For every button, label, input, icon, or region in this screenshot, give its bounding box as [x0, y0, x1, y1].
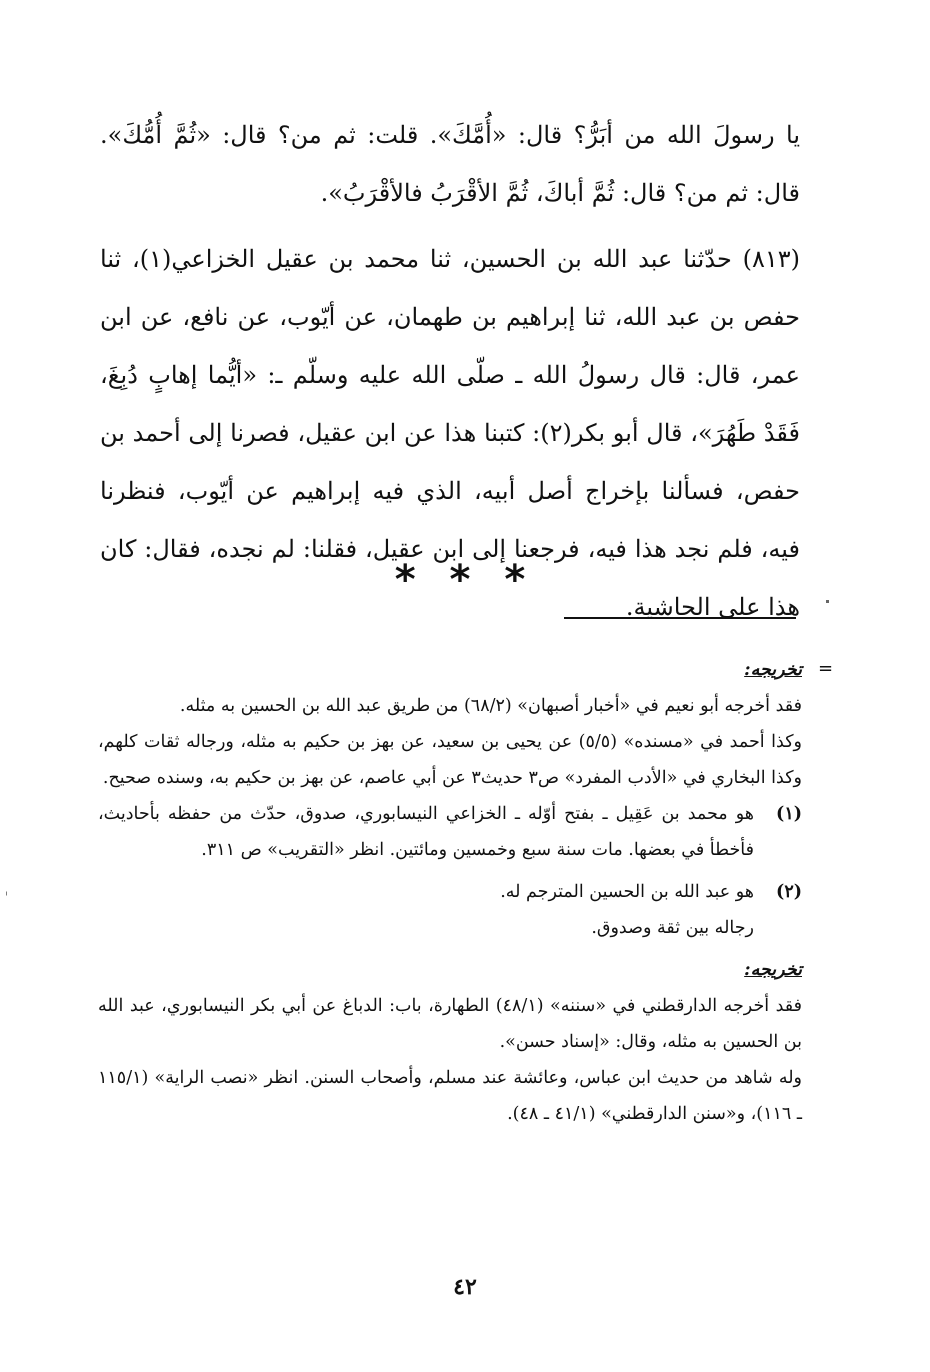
margin-dot	[826, 600, 829, 603]
footnote-1	[98, 796, 802, 868]
footnote-rule	[564, 617, 796, 619]
takhrij-1-para-1: فقد أخرجه أبو نعيم في «أخبار أصبهان» (٦٨/٢) من طريق عبد الله بن الحسين به مثله.	[179, 696, 802, 716]
takhrij-heading-1: تخريجه:	[744, 660, 802, 680]
page-number: ٤٢	[453, 1274, 477, 1300]
footnote-1-text: هو محمد بن عَقِيل ـ بفتح أوّله ـ الخزاعي النيسابوري، صدوق، حدّث من حفظه بأحاديث، فأخطأ في بعضها. مات سنة سبع وخمسين ومائتين. انظر «التقريب» ص ٣١١.	[98, 804, 754, 860]
rijal-text: رجاله بين ثقة وصدوق.	[591, 918, 754, 938]
section-separator: * * *	[394, 557, 536, 603]
takhrij-heading-2: تخريجه:	[744, 960, 802, 980]
footnote-1-number: (١)	[776, 804, 802, 824]
footnote-2-number: (٢)	[776, 882, 802, 902]
rijal-line	[98, 910, 802, 946]
takhrij-1-para-2: وكذا أحمد في «مسنده» (٥/٥) عن يحيى بن سعيد، عن بهز بن حكيم به مثله، ورجاله ثقات كلهم، وكذا البخاري في «الأدب المفرد» ص٣ حديث٣ عن أبي عاصم، عن بهز بن حكيم به، وسنده صحيح.	[98, 732, 802, 788]
footnote-2-text: هو عبد الله بن الحسين المترجم له.	[500, 882, 754, 902]
footnotes	[98, 652, 802, 1132]
hadith-continuation: يا رسولَ الله من أبَرُّ؟ قال: «أُمَّكَ». قلت: ثم من؟ قال: «ثُمَّ أُمُّكَ». قال: ثم من؟ قال: ثُمَّ أباكَ، ثُمَّ الأقْرَبُ فالأقْرَبُ».	[100, 121, 800, 207]
hadith-813: (٨١٣) حدّثنا عبد الله بن الحسين، ثنا محمد بن عقيل الخزاعي(١)، ثنا حفص بن عبد الله، ثنا إبراهيم بن طهمان، عن أيّوب، عن نافع، عن ابن عمر، قال: قال رسولُ الله ـ صلّى الله عليه وسلّم ـ: «أيُّما إهابٍ دُبِغَ، فَقَدْ طَهُرَ»، قال أبو بكر(٢): كتبنا هذا عن ابن عقيل، فصرنا إلى أحمد بن حفص، فسألنا بإخراج أصل أبيه، الذي فيه إبراهيم عن أيّوب، فنظرنا فيه، فلم نجد هذا فيه، فرجعنا إلى ابن عقيل، فقلنا: لم نجده، فقال: كان هذا على الحاشية.	[100, 245, 800, 621]
footnote-2	[98, 874, 802, 910]
takhrij-2-para-2: وله شاهد من حديث ابن عباس، وعائشة عند مسلم، وأصحاب السنن. انظر «نصب الراية» (١١٥/١ ـ ١١٦)، و«سنن الدارقطني» (٤١/١ ـ ٤٨).	[98, 1068, 802, 1124]
continuation-mark: =	[818, 658, 834, 679]
takhrij-2-para-1: فقد أخرجه الدارقطني في «سننه» (٤٨/١) الطهارة، باب: الدباغ عن أبي بكر النيسابوري، عبد الله بن الحسين به مثله، وقال: «إسناد حسن».	[98, 996, 802, 1052]
